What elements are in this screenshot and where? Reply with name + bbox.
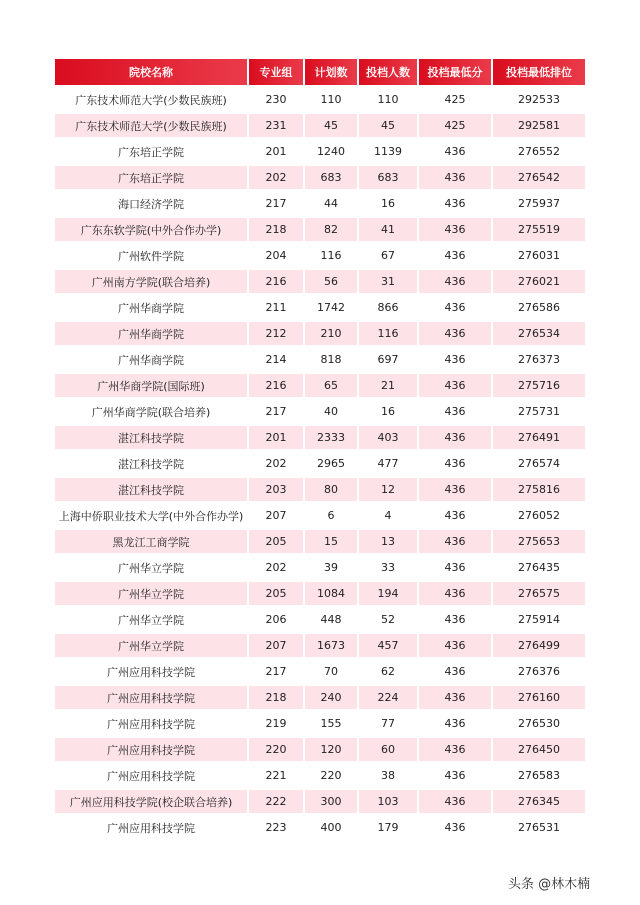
cell-school-name: 广州华立学院 — [55, 631, 249, 657]
cell-min-score: 436 — [419, 761, 493, 787]
cell-min-score: 436 — [419, 657, 493, 683]
cell-min-rank: 276583 — [493, 761, 585, 787]
cell-school-name: 广州华立学院 — [55, 553, 249, 579]
cell-school-name: 广东技术师范大学(少数民族班) — [55, 85, 249, 111]
cell-school-name: 广州应用科技学院 — [55, 735, 249, 761]
cell-major-group: 217 — [249, 397, 305, 423]
cell-school-name: 广东技术师范大学(少数民族班) — [55, 111, 249, 137]
table-row — [55, 293, 585, 319]
cell-plan-count: 116 — [305, 241, 359, 267]
cell-admitted-count: 12 — [359, 475, 419, 501]
cell-plan-count: 110 — [305, 85, 359, 111]
header-min-score: 投档最低分 — [419, 59, 493, 85]
cell-major-group: 207 — [249, 501, 305, 527]
cell-school-name: 广州应用科技学院(校企联合培养) — [55, 787, 249, 813]
cell-school-name: 广州应用科技学院 — [55, 761, 249, 787]
cell-plan-count: 80 — [305, 475, 359, 501]
table-row — [55, 215, 585, 241]
cell-admitted-count: 52 — [359, 605, 419, 631]
table-row — [55, 423, 585, 449]
cell-major-group: 218 — [249, 683, 305, 709]
cell-admitted-count: 13 — [359, 527, 419, 553]
cell-min-rank: 276574 — [493, 449, 585, 475]
table-row — [55, 267, 585, 293]
cell-major-group: 212 — [249, 319, 305, 345]
cell-major-group: 216 — [249, 267, 305, 293]
cell-admitted-count: 67 — [359, 241, 419, 267]
cell-min-score: 436 — [419, 475, 493, 501]
cell-major-group: 202 — [249, 449, 305, 475]
table-row — [55, 579, 585, 605]
cell-major-group: 205 — [249, 579, 305, 605]
cell-school-name: 广州华商学院(联合培养) — [55, 397, 249, 423]
cell-major-group: 221 — [249, 761, 305, 787]
watermark: 头条 @林木楠 — [508, 877, 591, 892]
cell-min-score: 436 — [419, 449, 493, 475]
cell-school-name: 黑龙江工商学院 — [55, 527, 249, 553]
cell-major-group: 207 — [249, 631, 305, 657]
cell-school-name: 广东培正学院 — [55, 163, 249, 189]
cell-admitted-count: 116 — [359, 319, 419, 345]
cell-plan-count: 44 — [305, 189, 359, 215]
cell-major-group: 216 — [249, 371, 305, 397]
cell-admitted-count: 38 — [359, 761, 419, 787]
cell-min-score: 436 — [419, 709, 493, 735]
cell-school-name: 湛江科技学院 — [55, 449, 249, 475]
cell-min-rank: 276499 — [493, 631, 585, 657]
cell-school-name: 湛江科技学院 — [55, 475, 249, 501]
cell-major-group: 204 — [249, 241, 305, 267]
cell-admitted-count: 31 — [359, 267, 419, 293]
cell-min-score: 436 — [419, 163, 493, 189]
cell-min-rank: 275716 — [493, 371, 585, 397]
table-row — [55, 85, 585, 111]
cell-min-score: 436 — [419, 293, 493, 319]
table-row — [55, 683, 585, 709]
cell-min-score: 436 — [419, 527, 493, 553]
table-row — [55, 111, 585, 137]
cell-admitted-count: 41 — [359, 215, 419, 241]
table-row — [55, 449, 585, 475]
cell-min-score: 436 — [419, 813, 493, 839]
cell-plan-count: 120 — [305, 735, 359, 761]
cell-min-score: 436 — [419, 215, 493, 241]
cell-min-rank: 276450 — [493, 735, 585, 761]
header-admitted-count: 投档人数 — [359, 59, 419, 85]
cell-min-rank: 276530 — [493, 709, 585, 735]
cell-school-name: 上海中侨职业技术大学(中外合作办学) — [55, 501, 249, 527]
cell-min-rank: 275937 — [493, 189, 585, 215]
table-row — [55, 397, 585, 423]
cell-min-score: 436 — [419, 553, 493, 579]
cell-plan-count: 220 — [305, 761, 359, 787]
cell-plan-count: 300 — [305, 787, 359, 813]
cell-school-name: 广州软件学院 — [55, 241, 249, 267]
cell-min-score: 436 — [419, 345, 493, 371]
table-row — [55, 709, 585, 735]
cell-school-name: 广州华商学院 — [55, 293, 249, 319]
cell-admitted-count: 1139 — [359, 137, 419, 163]
cell-min-rank: 276542 — [493, 163, 585, 189]
cell-school-name: 广东东软学院(中外合作办学) — [55, 215, 249, 241]
table-row — [55, 527, 585, 553]
header-min-rank: 投档最低排位 — [493, 59, 585, 85]
cell-min-rank: 276052 — [493, 501, 585, 527]
cell-plan-count: 2965 — [305, 449, 359, 475]
cell-min-score: 436 — [419, 787, 493, 813]
cell-school-name: 广州华立学院 — [55, 579, 249, 605]
cell-min-score: 436 — [419, 241, 493, 267]
cell-admitted-count: 457 — [359, 631, 419, 657]
cell-admitted-count: 16 — [359, 189, 419, 215]
table-header-row — [55, 59, 585, 85]
cell-admitted-count: 697 — [359, 345, 419, 371]
cell-major-group: 201 — [249, 137, 305, 163]
cell-min-rank: 275816 — [493, 475, 585, 501]
cell-major-group: 222 — [249, 787, 305, 813]
admission-table-container — [55, 59, 585, 839]
table-row — [55, 189, 585, 215]
cell-min-score: 436 — [419, 501, 493, 527]
cell-min-rank: 276435 — [493, 553, 585, 579]
cell-plan-count: 400 — [305, 813, 359, 839]
cell-min-score: 436 — [419, 397, 493, 423]
header-plan-count: 计划数 — [305, 59, 359, 85]
table-row — [55, 345, 585, 371]
cell-min-rank: 276160 — [493, 683, 585, 709]
cell-min-rank: 275653 — [493, 527, 585, 553]
table-row — [55, 475, 585, 501]
table-row — [55, 501, 585, 527]
cell-min-rank: 292533 — [493, 85, 585, 111]
cell-min-rank: 276373 — [493, 345, 585, 371]
cell-min-score: 436 — [419, 735, 493, 761]
cell-min-score: 436 — [419, 319, 493, 345]
cell-min-rank: 275519 — [493, 215, 585, 241]
table-row — [55, 137, 585, 163]
cell-major-group: 203 — [249, 475, 305, 501]
cell-school-name: 广东培正学院 — [55, 137, 249, 163]
cell-school-name: 广州华立学院 — [55, 605, 249, 631]
cell-admitted-count: 683 — [359, 163, 419, 189]
table-row — [55, 241, 585, 267]
cell-admitted-count: 45 — [359, 111, 419, 137]
cell-min-rank: 276534 — [493, 319, 585, 345]
cell-school-name: 广州华商学院(国际班) — [55, 371, 249, 397]
cell-min-rank: 292581 — [493, 111, 585, 137]
table-row — [55, 735, 585, 761]
cell-min-rank: 275731 — [493, 397, 585, 423]
cell-plan-count: 65 — [305, 371, 359, 397]
cell-plan-count: 1673 — [305, 631, 359, 657]
cell-plan-count: 240 — [305, 683, 359, 709]
cell-plan-count: 210 — [305, 319, 359, 345]
cell-min-rank: 275914 — [493, 605, 585, 631]
cell-school-name: 广州华商学院 — [55, 345, 249, 371]
cell-plan-count: 448 — [305, 605, 359, 631]
cell-min-rank: 276021 — [493, 267, 585, 293]
table-row — [55, 657, 585, 683]
cell-admitted-count: 103 — [359, 787, 419, 813]
cell-min-rank: 276586 — [493, 293, 585, 319]
cell-min-rank: 276031 — [493, 241, 585, 267]
cell-plan-count: 1240 — [305, 137, 359, 163]
cell-admitted-count: 194 — [359, 579, 419, 605]
cell-school-name: 广州应用科技学院 — [55, 683, 249, 709]
cell-min-rank: 276552 — [493, 137, 585, 163]
cell-school-name: 湛江科技学院 — [55, 423, 249, 449]
table-row — [55, 813, 585, 839]
cell-plan-count: 1084 — [305, 579, 359, 605]
cell-major-group: 223 — [249, 813, 305, 839]
cell-school-name: 广州南方学院(联合培养) — [55, 267, 249, 293]
cell-school-name: 广州应用科技学院 — [55, 709, 249, 735]
cell-school-name: 广州应用科技学院 — [55, 657, 249, 683]
cell-min-rank: 276345 — [493, 787, 585, 813]
cell-major-group: 231 — [249, 111, 305, 137]
cell-plan-count: 683 — [305, 163, 359, 189]
cell-plan-count: 82 — [305, 215, 359, 241]
cell-major-group: 201 — [249, 423, 305, 449]
cell-admitted-count: 110 — [359, 85, 419, 111]
cell-min-score: 436 — [419, 579, 493, 605]
cell-min-score: 436 — [419, 137, 493, 163]
cell-plan-count: 56 — [305, 267, 359, 293]
cell-major-group: 211 — [249, 293, 305, 319]
table-row — [55, 553, 585, 579]
table-body — [55, 85, 585, 839]
table-row — [55, 605, 585, 631]
cell-admitted-count: 224 — [359, 683, 419, 709]
cell-admitted-count: 866 — [359, 293, 419, 319]
cell-major-group: 202 — [249, 163, 305, 189]
table-row — [55, 787, 585, 813]
table-row — [55, 371, 585, 397]
cell-min-rank: 276575 — [493, 579, 585, 605]
cell-plan-count: 6 — [305, 501, 359, 527]
cell-min-score: 425 — [419, 85, 493, 111]
cell-plan-count: 45 — [305, 111, 359, 137]
table-row — [55, 761, 585, 787]
cell-min-score: 436 — [419, 605, 493, 631]
header-major-group: 专业组 — [249, 59, 305, 85]
cell-school-name: 海口经济学院 — [55, 189, 249, 215]
cell-admitted-count: 4 — [359, 501, 419, 527]
cell-major-group: 206 — [249, 605, 305, 631]
cell-plan-count: 2333 — [305, 423, 359, 449]
cell-admitted-count: 477 — [359, 449, 419, 475]
cell-plan-count: 155 — [305, 709, 359, 735]
cell-min-score: 436 — [419, 423, 493, 449]
cell-admitted-count: 21 — [359, 371, 419, 397]
table-row — [55, 631, 585, 657]
header-school-name: 院校名称 — [55, 59, 249, 85]
cell-min-score: 425 — [419, 111, 493, 137]
cell-admitted-count: 403 — [359, 423, 419, 449]
cell-major-group: 219 — [249, 709, 305, 735]
cell-plan-count: 39 — [305, 553, 359, 579]
cell-min-score: 436 — [419, 631, 493, 657]
cell-major-group: 218 — [249, 215, 305, 241]
cell-plan-count: 15 — [305, 527, 359, 553]
cell-admitted-count: 62 — [359, 657, 419, 683]
cell-plan-count: 70 — [305, 657, 359, 683]
cell-min-score: 436 — [419, 189, 493, 215]
cell-admitted-count: 60 — [359, 735, 419, 761]
cell-major-group: 205 — [249, 527, 305, 553]
cell-major-group: 217 — [249, 189, 305, 215]
cell-plan-count: 1742 — [305, 293, 359, 319]
cell-admitted-count: 16 — [359, 397, 419, 423]
cell-plan-count: 818 — [305, 345, 359, 371]
cell-admitted-count: 77 — [359, 709, 419, 735]
cell-major-group: 214 — [249, 345, 305, 371]
cell-major-group: 220 — [249, 735, 305, 761]
cell-min-score: 436 — [419, 267, 493, 293]
cell-major-group: 217 — [249, 657, 305, 683]
cell-min-score: 436 — [419, 371, 493, 397]
cell-min-rank: 276531 — [493, 813, 585, 839]
cell-admitted-count: 33 — [359, 553, 419, 579]
admission-table — [55, 59, 585, 839]
cell-major-group: 230 — [249, 85, 305, 111]
cell-plan-count: 40 — [305, 397, 359, 423]
cell-min-rank: 276376 — [493, 657, 585, 683]
table-row — [55, 319, 585, 345]
cell-min-rank: 276491 — [493, 423, 585, 449]
cell-admitted-count: 179 — [359, 813, 419, 839]
cell-school-name: 广州华商学院 — [55, 319, 249, 345]
cell-school-name: 广州应用科技学院 — [55, 813, 249, 839]
table-row — [55, 163, 585, 189]
cell-major-group: 202 — [249, 553, 305, 579]
cell-min-score: 436 — [419, 683, 493, 709]
